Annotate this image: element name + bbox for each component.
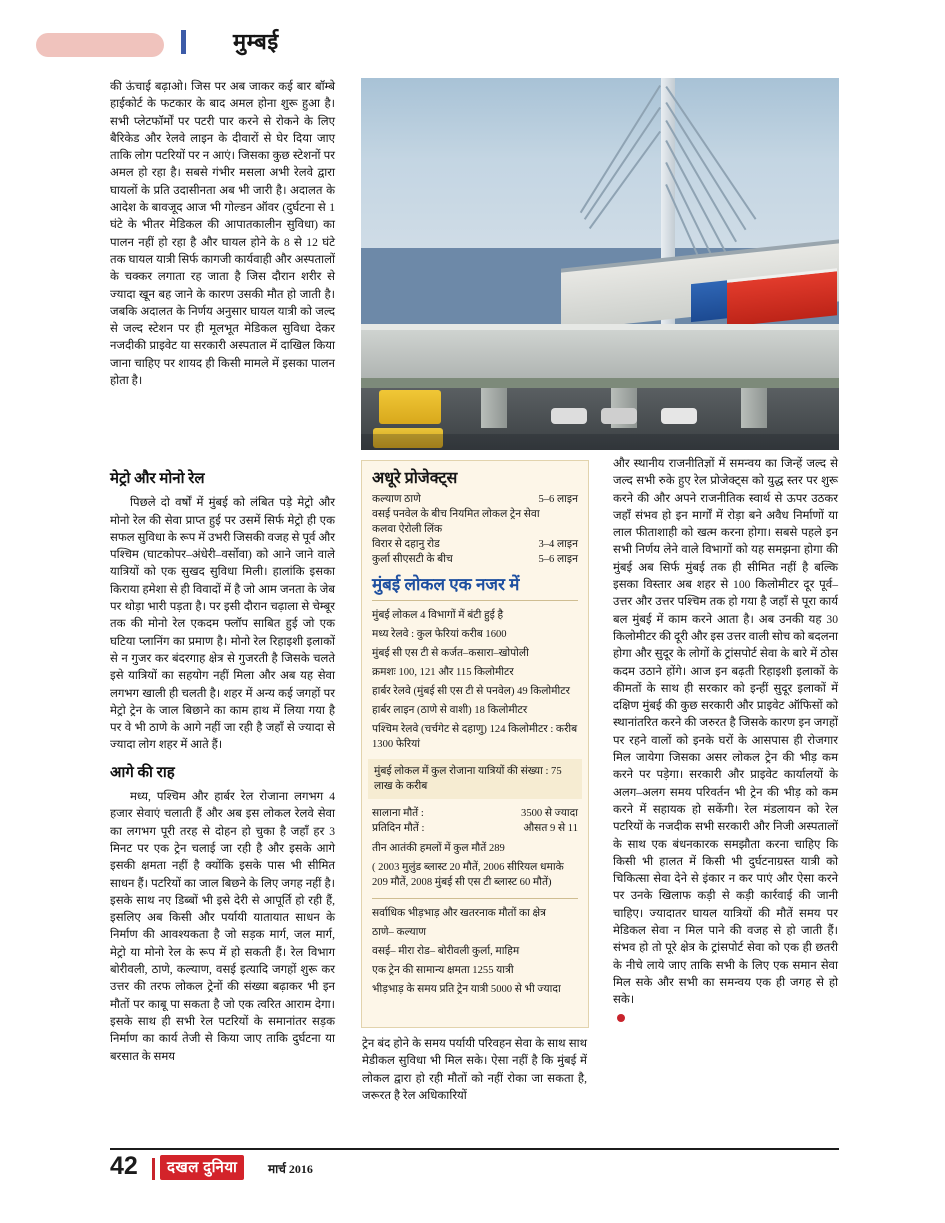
article-photo — [361, 78, 839, 450]
body-column-three — [613, 455, 838, 1115]
project-value: 5–6 लाइन — [538, 494, 578, 505]
crowd-line: एक ट्रेन की सामान्य क्षमता 1255 यात्री — [372, 965, 514, 976]
project-label: विरार से दहानु रोड — [372, 539, 440, 550]
project-row — [372, 552, 578, 567]
end-of-article-dot — [617, 1014, 625, 1022]
glance-row: हार्बर लाइन (ठाणे से वाशी) 18 किलोमीटर — [372, 705, 528, 716]
photo-foreground-shade — [361, 434, 839, 450]
issue-date: मार्च 2016 — [268, 1162, 313, 1176]
project-label: वसई पनवेल के बीच नियमित लोकल ट्रेन सेवा — [372, 509, 540, 520]
yellow-bus — [379, 390, 441, 424]
header-divider — [181, 30, 186, 54]
terror-deaths: तीन आतंकी हमलों में कुल मौतें 289 — [372, 843, 505, 854]
project-value: 3–4 लाइन — [538, 539, 578, 550]
paragraph: की ऊंचाई बढ़ाओ। जिस पर अब जाकर कई बार बॉम्बे हाईकोर्ट के फटकार के बाद अमल होना शुरू हुआ है। सभी प्लेटफॉर्मों पर पटरी पार करने से रोकने के लिए बैरिकेड और रेलवे लाइन के दीवारों से घेर दिया जाए ताकि लोग पटरियों पर न आएं। जिसका कुछ स्टेशनों पर अमल हो रहा है। सबसे गंभीर मसला अभी रेलवे द्वारा घायलों के प्रति उदासीनता अब भी जारी है। अदालत के आदेश के बावजूद आज भी गोल्डन ऑवर (दुर्घटना से 1 घंटे के भीतर मेडिकल की आपातकालीन सुविधा) का पालन नहीं हो रहा है और घायल होने के 8 से 12 घंटे तक घायल यात्री सिर्फ कागजी कार्यवाही और अस्पतालों के चक्कर लगाता रह जाता है जिस दौरान शरीर से ज्यादा खून बह जाने के कारण उसकी मौत हो जाती है। जबकि अदालत के निर्णय अनुसार घायल यात्री को जल्द से जल्द स्टेशन पर ही मूलभूत मेडिकल सुविधा देकर नजदीकी प्राइवेट या सरकारी अस्पताल में दाखिल किया जाना चाहिए पर शायद ही किसी मामले में इसका पालन होता है। — [110, 80, 335, 388]
photo-sky-upper — [361, 78, 839, 158]
project-label: कलवा ऐरोली लिंक — [372, 524, 443, 535]
project-label: कल्याण ठाणे — [372, 494, 421, 505]
body-column-one-bottom — [110, 460, 335, 1080]
crowd-title: सर्वाधिक भीड़भाड़ और खतरनाक मौतों का क्षेत्र — [372, 908, 546, 919]
deaths-row — [372, 806, 578, 821]
deaths-value: 3500 से ज्यादा — [521, 808, 578, 819]
project-label: कुर्ला सीएसटी के बीच — [372, 554, 453, 565]
glance-row: क्रमशः 100, 121 और 115 किलोमीटर — [372, 667, 514, 678]
project-row — [372, 492, 578, 507]
glance-row: हार्बर रेलवे (मुंबई सी एस टी से पनवेल) 49 किलोमीटर — [372, 686, 570, 697]
infobox-title-incomplete-projects: अधूरे प्रोजेक्ट्स — [372, 470, 458, 487]
terror-deaths-detail: ( 2003 मुलुंड ब्लास्ट 20 मौतें, 2006 सीरियल धमाके 209 मौतें, 2008 मुंबई सी एस टी ब्लास्ट 60 मौतें) — [372, 862, 564, 888]
header-decoration — [36, 33, 164, 57]
car — [551, 408, 587, 424]
deaths-value: औसत 9 से 11 — [523, 823, 578, 834]
page-header — [0, 0, 945, 70]
flyover-pillar — [741, 388, 767, 428]
paragraph: और स्थानीय राजनीतिज्ञों में समन्वय का जिन्हें जल्द से जल्द सभी रुके हुए रेल प्रोजेक्ट्स को युद्ध स्तर पर शुरू करने की और अपने राजनीतिक स्वार्थ से ऊपर उठकर जहाँ संभव हो इन मार्गों में रोड़ा बने अवैध निर्माणों या लाल फीताशाही को खत्म करना होगा। सबसे पहले इन सभी निर्णय लेने वाले विभागों को यह समझना होगा की मुंबई अब सिर्फ मुंबई तक ही सीमित नहीं है बल्कि इसका विस्तार अब शहर से 100 किलोमीटर दूर पूर्व–उत्तर और उत्तर पश्चिम तक हो गया है जहाँ से पूरा कार्य बल मुंबई में काम करने आता है। अब उनकी यह 30 किलोमीटर की दूरी और इस उत्तर वाली सोच को बदलना होगा और सुदूर के लोगों के ट्रांसपोर्ट सेवा के बारे में ठोस कदम उठाने होंगे। आज इन बढ़ती रिहाइशी इलाकों के कीमतों के साथ ही सरकार को इन्हीं सुदूर इलाकों में दक्षिण मुंबई की कुछ सरकारी और प्राइवेट ऑफिसों को स्थानांतरित करने की जरुरत है जिसके कारण इन जगहों पर रहने वालों को इनके घरों के आसपास ही रोजगार मिल जायेगा जिसका असर लोकल ट्रेन की भीड़ कम करने पर पड़ेगा। सरकारी और प्राइवेट कार्यालयों के अलग–अलग समय परिवर्तन भी ट्रेन की भीड़ को कम करने में सहायक हो सकेंगी। रेल मंडलायन को रेल पटरियों के नजदीक सभी सरकारी और निजी अस्पतालों के साथ एक बंधनकारक समझौता करना चाहिए कि किसी भी हालत में किसी भी दुर्घटनाग्रस्त यात्री को चिकित्सा सेवा देने से इंकार न कर पाएं और ऐसा करने पर उनके खिलाफ कड़ी से कड़ी कार्रवाई की जानी चाहिए। ज्यादातर घायल यात्रियों की मौतें समय पर मेडिकल सेवा न मिल पाने की वजह से हो जाती हैं। संभव हो तो पूरे क्षेत्र के ट्रांसपोर्ट सेवा को एक ही छतरी के नीचे लाये जाए ताकि सभी के लिए एक समान सेवा मिल सके और सभी का समन्वय एक ही जगह से हो सके। — [613, 457, 838, 1007]
magazine-logo: दखल दुनिया — [160, 1155, 244, 1180]
paragraph: पिछले दो वर्षों में मुंबई को लंबित पड़े मेट्रो और मोनो रेल की सेवा प्राप्त हुई पर उसमें सिर्फ मेट्रो ही एक सफल सुविधा के रूप में उभरी जिसकी वजह से पूर्व और पश्चिम (घाटकोपर–अंधेरी–वर्सोवा) को आने जाने वाले यात्रियों को एक सुखद सुविधा मिली। हालांकि इसका किराया हमेशा से ही विवादों में है जो आम जनता के जेब पर थोड़ा भारी पड़ता है। पर इसी दौरान चढ़ाला से चेम्बूर तक की मोनो रेल एकदम फ्लॉप साबित हुई जो एक घटिया प्लानिंग का प्रमाण है। मोनो रेल रिहाइशी इलाकों से न गुजर कर बंदरगाह क्षेत्र से गुजरती है जिसके चलते इसे यात्रियों का सहयोग नहीं मिला और अब यह सेवा लगभग खाली ही चलती है। शहर में अन्य कई जगहों पर मेट्रो ट्रेन के जाल बिछाने का काम हाथ में लिया गया है पर वे भी ठाणे के आगे नहीं जा रही है जहाँ से ज्यादा से ज्यादा लोग शहर में आते हैं। — [110, 496, 335, 752]
paragraph: ट्रेन बंद होने के समय पर्यायी परिवहन सेवा के साथ साथ मेडीकल सुविधा भी मिल सके। ऐसा नहीं है कि मुंबई में लोकल द्वारा हो रही मौतों को नहीं रोका जा सकता है, जरूरत है रेल अधिकारियों — [362, 1037, 587, 1102]
car — [661, 408, 697, 424]
divider — [372, 600, 578, 601]
body-column-one-top — [110, 78, 335, 428]
deaths-row — [372, 821, 578, 836]
project-value: 5–6 लाइन — [538, 554, 578, 565]
body-column-two-bottom — [362, 1035, 587, 1145]
deaths-label: सालाना मौतें : — [372, 808, 424, 819]
glance-intro: मुंबई लोकल 4 विभागों में बंटी हुई है — [372, 610, 504, 621]
infobox-panel — [361, 460, 589, 1028]
project-row — [372, 507, 578, 522]
divider — [372, 898, 578, 899]
infobox-title-mumbai-local: मुंबई लोकल एक नजर में — [372, 575, 520, 594]
crowd-line: भीड़भाड़ के समय प्रति ट्रेन यात्री 5000 से भी ज्यादा — [372, 984, 561, 995]
passenger-count: मुंबई लोकल में कुल रोजाना यात्रियों की संख्या : 75 लाख के करीब — [368, 759, 582, 799]
crowd-line: ठाणे– कल्याण — [372, 927, 427, 938]
car — [601, 408, 637, 424]
deaths-label: प्रतिदिन मौतें : — [372, 823, 425, 834]
glance-row: पश्चिम रेलवे (चर्चगेट से दहाणु) 124 किलोमीटर : करीब 1300 फेरियां — [372, 724, 578, 750]
section-heading-metro: मेट्रो और मोनो रेल — [110, 471, 205, 487]
glance-row: मुंबई सी एस टी से कर्जत–कसारा–खोपोली — [372, 648, 529, 659]
glance-row: मध्य रेलवे : कुल फेरियां करीब 1600 — [372, 629, 507, 640]
paragraph: मध्य, पश्चिम और हार्बर रेल रोजाना लगभग 4 हजार सेवाएं चलाती हैं और अब इस लोकल रेलवे सेवा का लगभग पूरी तरह से दोहन हो चुका है जहाँ हर 3 मिनट पर एक ट्रेन चलाई जा रही है और इसके आगे इसकी क्षमता नहीं है क्योंकि इसके पास भी सीमित साधन हैं। पटरियों का जाल बिछने के लिए जगह नहीं है। इसके साथ नए डिब्बों भी इसे देरी से आपूर्ति हो रही हैं, इसलिए अब किसी और पर्यायी यातायात साधन के निर्माण की आवश्यकता है जो सड़क मार्ग, जल मार्ग, मेट्रो या मोनो रेल के रूप में हो सकती हैं। रेल विभाग बोरीवली, ठाणे, कल्याण, वसई इत्यादि जगहों शुरू कर उत्तर की तरफ लोकल ट्रेनों की संख्या बढ़ाकर भी इन मौतों पर काबू पा सकता है जो एक त्वरित आराम देगा। इसके साथ ही सभी रेल पटरियों के समानांतर सड़क निर्माण का कार्य तेजी से किया जाए ताकि दुर्घटना या बरसात के समय — [110, 790, 335, 1063]
footer-rule — [110, 1148, 839, 1150]
footer-divider — [152, 1158, 155, 1180]
project-row — [372, 537, 578, 552]
page-number: 42 — [110, 1152, 138, 1180]
page-title: मुम्बई — [233, 29, 279, 54]
section-heading-way-forward: आगे की राह — [110, 764, 175, 781]
crowd-line: वसई– मीरा रोड– बोरीवली कुर्ला, माहिम — [372, 946, 520, 957]
project-row — [372, 522, 578, 537]
flyover-pillar — [481, 388, 507, 428]
